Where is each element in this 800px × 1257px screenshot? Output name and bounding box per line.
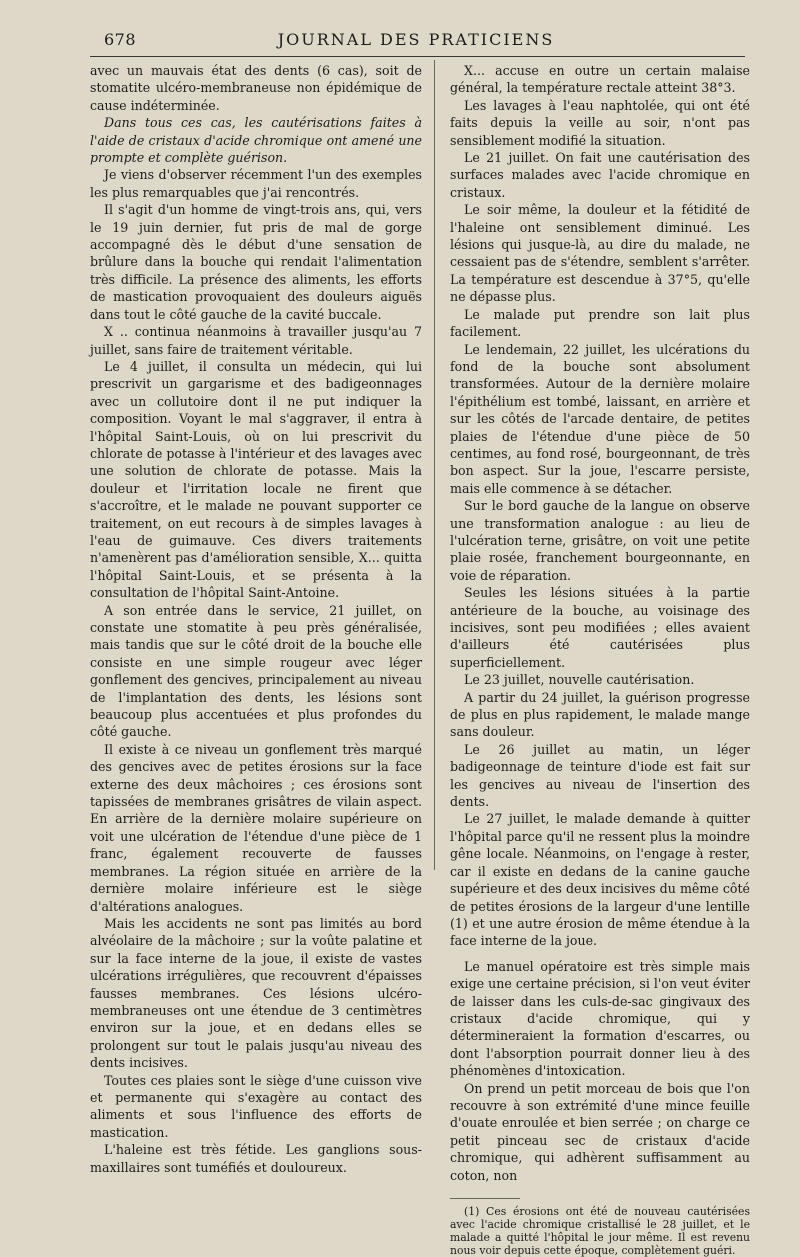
paragraph: Toutes ces plaies sont le siège d'une cuisson vive et permanente qui s'exagère au contact des aliments et sous l'influence des efforts de mastication. bbox=[90, 1072, 422, 1140]
paragraph: Le 4 juillet, il consulta un médecin, qui lui prescrivit un gargarisme et des badigeonnages avec un collutoire dont il ne put indiquer la composition. Voyant le mal s'aggraver, il entra à l'hôpital Saint-Louis, où on lui prescrivit du chlorate de potasse à l'intérieur et des lavages avec une solution de chlorate de potasse. Mais la douleur et l'irritation locale ne firent que s'accroître, et le malade ne pouvant supporter ce traitement, on eut recours à de simples lavages à l'eau de guimauve. Ces divers traitements n'amenèrent pas d'amélioration sensible, X... quitta l'hôpital Saint-Louis, et se présenta à la consultation de l'hôpital Saint-Antoine. bbox=[90, 358, 422, 601]
paragraph: Il s'agit d'un homme de vingt-trois ans, qui, vers le 19 juin dernier, fut pris de mal de gorge accompagné dès le début d'une sensation de brûlure dans la bouche qui rendait l'alimentation très difficile. La présence des aliments, les efforts de mastication provoquaient des douleurs aiguës dans tout le côté gauche de la cavité buccale. bbox=[90, 202, 422, 322]
right-column bbox=[450, 62, 750, 1257]
paragraph: X... accuse en outre un certain malaise général, la température rectale atteint 38°3. bbox=[450, 63, 750, 96]
page-header bbox=[86, 22, 746, 56]
paragraph: Le 23 juillet, nouvelle cautérisation. bbox=[464, 672, 695, 688]
paragraph: Dans tous ces cas, les cautérisations faites à l'aide de cristaux d'acide chromique ont amené une prompte et complète guérison. bbox=[90, 115, 422, 166]
paragraph: Le 27 juillet, le malade demande à quitter l'hôpital parce qu'il ne ressent plus la moindre gêne locale. Néanmoins, on l'engage à rester, car il existe en dedans de la canine gauche supérieure et des deux incisives du même côté de petites érosions de la largeur d'une lentille (1) et une autre érosion de même étendue à la face interne de la joue. bbox=[450, 811, 750, 949]
paragraph: avec un mauvais état des dents (6 cas), soit de stomatite ulcéro-membraneuse non épidémique de cause indéterminée. bbox=[90, 63, 422, 113]
paragraph: Le manuel opératoire est très simple mais exige une certaine précision, si l'on veut éviter de laisser dans les culs-de-sac gingivaux des cristaux d'acide chromique, qui y détermineraient la formation d'escarres, ou dont l'absorption pourrait donner lieu à des phénomènes d'intoxication. bbox=[450, 958, 750, 1079]
paragraph: Le lendemain, 22 juillet, les ulcérations du fond de la bouche sont absolument transformées. Autour de la dernière molaire l'épithélium est tombé, laissant, en arrière et sur les côtés de l'arcade dentaire, de petites plaies de l'étendue d'une pièce de 50 centimes, au fond rosé, bourgeonnant, de très bon aspect. Sur la joue, l'escarre persiste, mais elle commence à se détacher. bbox=[450, 341, 750, 496]
paragraph: Les lavages à l'eau naphtolée, qui ont été faits depuis la veille au soir, n'ont pas sensiblement modifié la situation. bbox=[450, 97, 750, 148]
footnote-text: (1) Ces érosions ont été de nouveau cautérisées avec l'acide chromique cristallisé le 28 juillet, et le malade a quitté l'hôpital le jour même. Il est revenu nous voir depuis cette époque, complètement guéri. bbox=[450, 1205, 750, 1257]
footnote bbox=[450, 1205, 750, 1257]
paragraph: Sur le bord gauche de la langue on observe une transformation analogue : au lieu de l'ulcération terne, grisâtre, on voit une petite plaie rosée, franchement bourgeonnante, en voie de réparation. bbox=[450, 498, 750, 583]
running-title: JOURNAL DES PRATICIENS bbox=[277, 30, 555, 49]
footnote-rule bbox=[450, 1198, 520, 1199]
paragraph: X .. continua néanmoins à travailler jusqu'au 7 juillet, sans faire de traitement véritable. bbox=[90, 324, 422, 357]
paragraph: Le soir même, la douleur et la fétidité de l'haleine ont sensiblement diminué. Les lésions qui jusque-là, au dire du malade, ne cessaient pas de s'étendre, semblent s'arrêter. La température est descendue à 37°5, qu'elle ne dépasse plus. bbox=[450, 202, 750, 305]
paragraph: L'haleine est très fétide. Les ganglions sous-maxillaires sont tuméfiés et douloureux. bbox=[90, 1142, 422, 1175]
paragraph: Je viens d'observer récemment l'un des exemples les plus remarquables que j'ai rencontrés. bbox=[90, 167, 422, 200]
paragraph: Le 21 juillet. On fait une cautérisation des surfaces malades avec l'acide chromique en cristaux. bbox=[450, 150, 750, 200]
paragraph: Le malade put prendre son lait plus facilement. bbox=[450, 306, 750, 340]
paragraph: Le 26 juillet au matin, un léger badigeonnage de teinture d'iode est fait sur les gencives au niveau de l'insertion des dents. bbox=[450, 741, 750, 810]
column-divider bbox=[434, 60, 435, 870]
paragraph: Il existe à ce niveau un gonflement très marqué des gencives avec de petites érosions sur la face externe des deux mâchoires ; ces érosions sont tapissées de membranes grisâtres de vilain aspect. En arrière de la dernière molaire supérieure on voit une ulcération de l'étendue d'une pièce de 1 franc, également recouverte de fausses membranes. La région située en arrière de la dernière molaire inférieure est le siège d'altérations analogues. bbox=[90, 741, 422, 914]
page-number: 678 bbox=[104, 30, 137, 49]
paragraph: On prend un petit morceau de bois que l'on recouvre à son extrémité d'une mince feuille d'ouate enroulée et bien serrée ; on charge ce petit pinceau sec de cristaux d'acide chromique, qui adhèrent suffisamment au coton, non bbox=[450, 1080, 750, 1183]
paragraph: Seules les lésions situées à la partie antérieure de la bouche, au voisinage des incisives, sont peu modifiées ; elles avaient d'ailleurs été cautérisées plus superficiellement. bbox=[450, 585, 750, 670]
paragraph: A partir du 24 juillet, la guérison progresse de plus en plus rapidement, le malade mange sans douleur. bbox=[450, 689, 750, 740]
paragraph: Mais les accidents ne sont pas limités au bord alvéolaire de la mâchoire ; sur la voûte palatine et sur la face interne de la joue, il existe de vastes ulcérations irrégulières, que recouvrent d'épaisses fausses membranes. Ces lésions ulcéro-membraneuses ont une étendue de 3 centimètres environ sur la joue, et en dedans elles se prolongent sur tout le palais jusqu'au niveau des dents incisives. bbox=[90, 915, 422, 1071]
header-rule bbox=[90, 56, 745, 57]
left-column bbox=[90, 62, 422, 1176]
paragraph: A son entrée dans le service, 21 juillet, on constate une stomatite à peu près généralisée, mais tandis que sur le côté droit de la bouche elle consiste en une simple rougeur avec léger gonflement des gencives, principalement au niveau de l'implantation des dents, les lésions sont beaucoup plus accentuées et plus profondes du côté gauche. bbox=[90, 602, 422, 740]
